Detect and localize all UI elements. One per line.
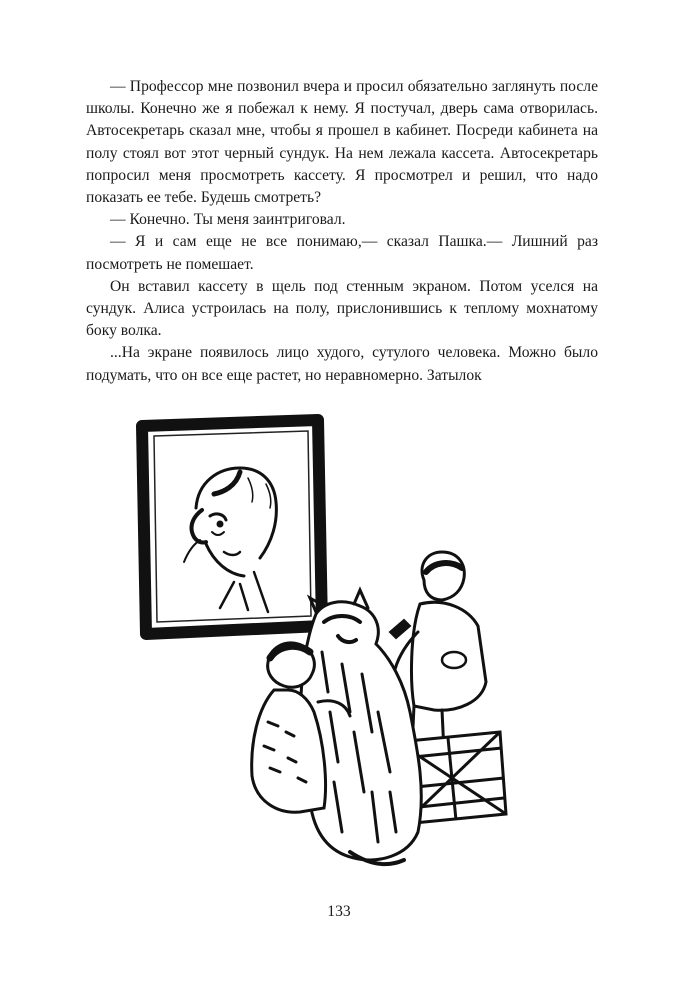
paragraph: — Конечно. Ты меня заинтриговал. bbox=[110, 211, 346, 229]
body-text bbox=[86, 76, 598, 387]
wall-screen bbox=[142, 420, 322, 634]
illustration bbox=[128, 412, 538, 872]
paragraph: — Я и сам еще не все понимаю,— сказал Пашка.— Лишний раз посмотреть не помешает. bbox=[86, 233, 598, 273]
paragraph: — Профессор мне позвонил вчера и просил обязательно заглянуть после школы. Конечно же я побежал к нему. Я постучал, дверь сама отворилась. Автосекретарь сказал мне, чтобы я прошел в кабинет. Посреди кабинета на полу стоял вот этот черный сундук. На нем лежала кассета. Автосекретарь попросил меня просмотреть кассету. Я просмотрел и решил, что надо показать ее тебе. Будешь смотреть? bbox=[86, 78, 598, 207]
page-number: 133 bbox=[327, 903, 351, 920]
paragraph: Он вставил кассету в щель под стенным экраном. Потом уселся на сундук. Алиса устроилась на полу, прислонившись к теплому мохнатому боку волка. bbox=[86, 277, 598, 340]
paragraph: ...На экране появилось лицо худого, сутулого человека. Можно было подумать, что он все еще растет, но неравномерно. Затылок bbox=[86, 344, 598, 384]
